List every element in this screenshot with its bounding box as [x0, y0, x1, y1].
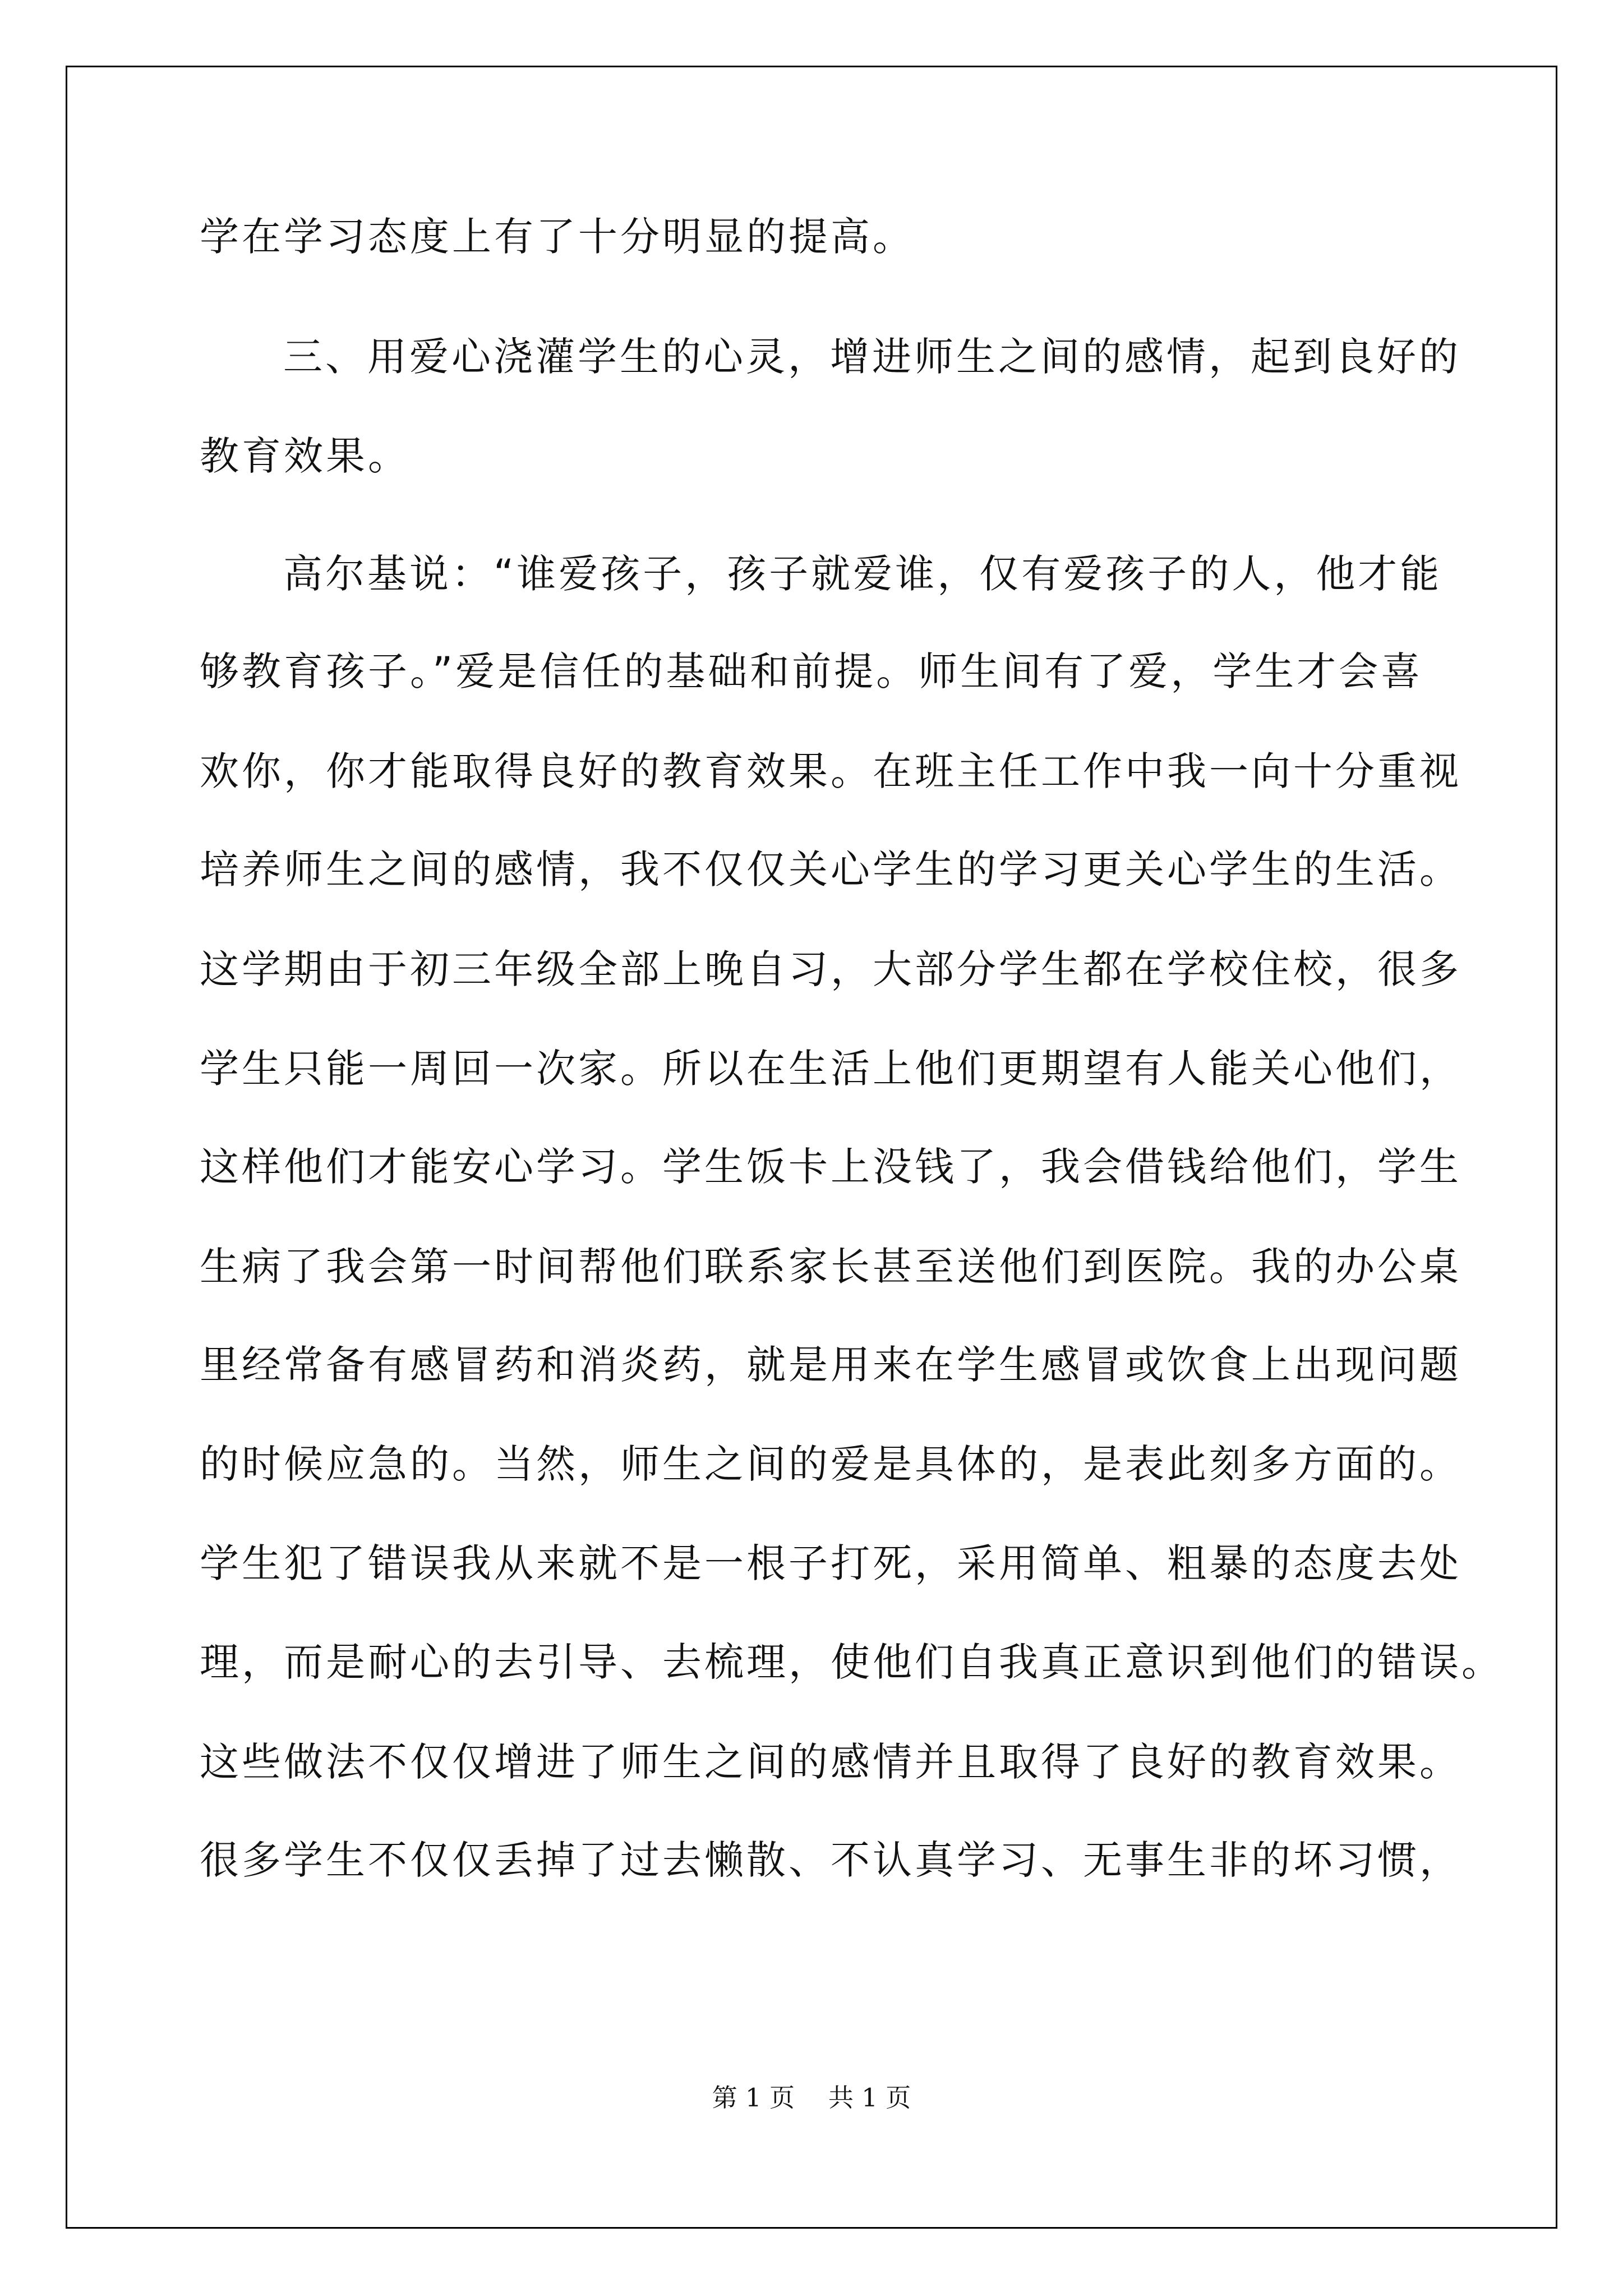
section-heading: 三、用爱心浇灌学生的心灵，增进师生之间的感情，起到良好的: [283, 334, 1461, 380]
text-line: 学生犯了错误我从来就不是一根子打死，采用简单、粗暴的态度去处: [200, 1540, 1461, 1586]
text-line: 生病了我会第一时间帮他们联系家长甚至送他们到医院。我的办公桌: [200, 1244, 1461, 1290]
page-number: 第 1 页: [712, 2083, 795, 2113]
page-total: 共 1 页: [828, 2083, 911, 2113]
text-line: 够教育孩子。”爱是信任的基础和前提。师生间有了爱，学生才会喜: [200, 648, 1423, 694]
text-line: 理，而是耐心的去引导、去梳理，使他们自我真正意识到他们的错误。: [200, 1639, 1504, 1685]
text-line: 学在学习态度上有了十分明显的提高。: [200, 214, 915, 260]
text-line: 教育效果。: [200, 433, 410, 479]
text-line: 学生只能一周回一次家。所以在生活上他们更期望有人能关心他们，: [200, 1046, 1461, 1092]
page-footer: [0, 2081, 1623, 2115]
paragraph-start: 高尔基说：“谁爱孩子，孩子就爱谁，仅有爱孩子的人，他才能: [283, 551, 1442, 597]
text-line: 这些做法不仅仅增进了师生之间的感情并且取得了良好的教育效果。: [200, 1739, 1461, 1785]
text-line: 这样他们才能安心学习。学生饭卡上没钱了，我会借钱给他们，学生: [200, 1144, 1461, 1190]
text-line: 欢你，你才能取得良好的教育效果。在班主任工作中我一向十分重视: [200, 748, 1461, 794]
text-line: 这学期由于初三年级全部上晚自习，大部分学生都在学校住校，很多: [200, 946, 1461, 992]
text-line: 里经常备有感冒药和消炎药，就是用来在学生感冒或饮食上出现问题: [200, 1342, 1461, 1388]
text-line: 的时候应急的。当然，师生之间的爱是具体的，是表此刻多方面的。: [200, 1441, 1461, 1487]
text-line: 很多学生不仅仅丢掉了过去懒散、不认真学习、无事生非的坏习惯，: [200, 1837, 1461, 1883]
text-line: 培养师生之间的感情，我不仅仅关心学生的学习更关心学生的生活。: [200, 846, 1461, 892]
